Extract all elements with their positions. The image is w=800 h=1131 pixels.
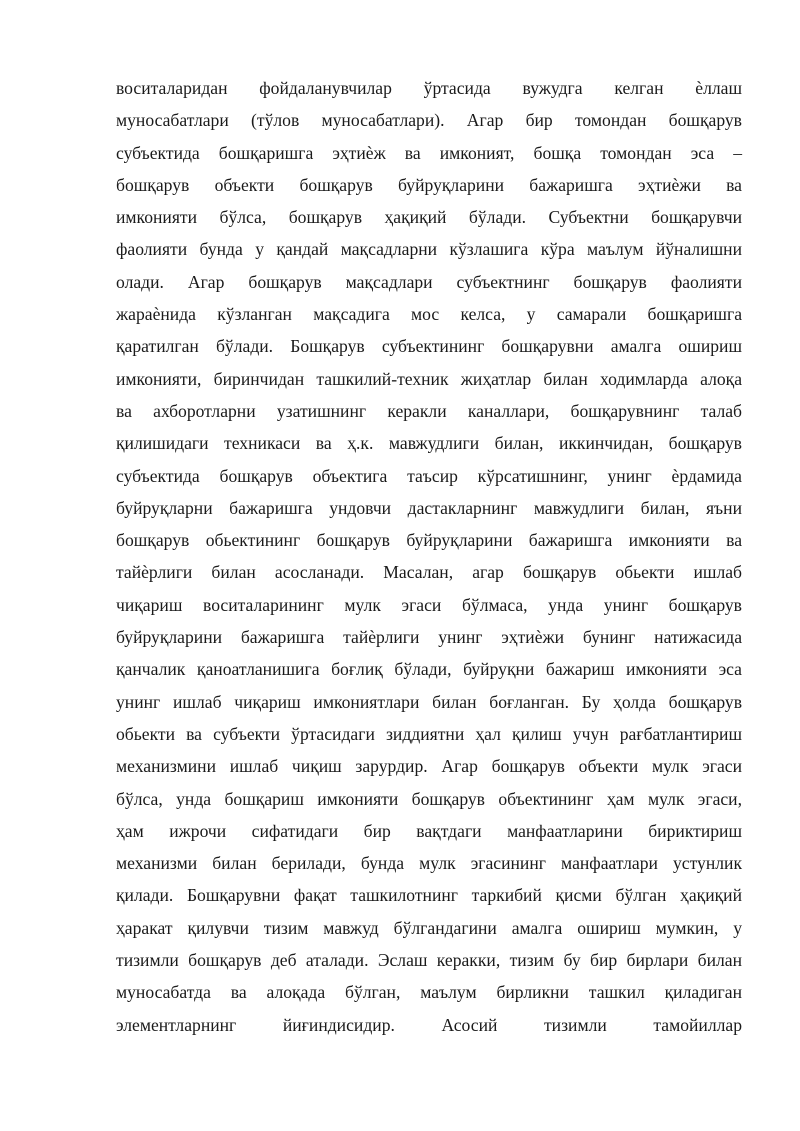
text-line: ҳам ижрочи сифатидаги бир вақтдаги манфаатларини бириктириш (116, 820, 742, 841)
text-line: бошқарув обьектининг бошқарув буйруқларини бажаришга имконияти ва (116, 530, 742, 551)
text-line: ҳаракат қилувчи тизим мавжуд бўлгандагини амалга ошириш мумкин, у (116, 917, 742, 938)
text-line: буйруқларни бажаришга ундовчи дастакларнинг мавжудлиги билан, яъни (116, 497, 742, 518)
body-text (116, 72, 742, 1041)
text-line: олади. Агар бошқарув мақсадлари субъектнинг бошқарув фаолияти (116, 271, 742, 292)
text-line: механизмини ишлаб чиқиш зарурдир. Агар бошқарув объекти мулк эгаси (116, 756, 742, 777)
text-line: бўлса, унда бошқариш имконияти бошқарув объектининг ҳам мулк эгаси, (116, 788, 742, 809)
text-line: имконияти, биринчидан ташкилий-техник жиҳатлар билан ходимларда алоқа (116, 368, 742, 389)
text-line: қилишидаги техникаси ва ҳ.к. мавжудлиги билан, иккинчидан, бошқарув (116, 433, 742, 454)
text-line: имконияти бўлса, бошқарув ҳақиқий бўлади. Субъектни бошқарувчи (116, 207, 742, 228)
text-line: субъектида бошқаришга эҳтиѐж ва имконият, бошқа томондан эса – (116, 142, 742, 163)
text-line: қилади. Бошқарувни фақат ташкилотнинг таркибий қисми бўлган ҳақиқий (116, 885, 742, 906)
text-line: буйруқларини бажаришга тайѐрлиги унинг эҳтиѐжи бунинг натижасида (116, 627, 742, 648)
text-line: тайѐрлиги билан асосланади. Масалан, агар бошқарув обьекти ишлаб (116, 562, 742, 583)
text-line: элементларнинг йиғиндисидир. Асосий тизимли тамойиллар (116, 1014, 742, 1035)
text-line: субъектида бошқарув объектига таъсир кўрсатишнинг, унинг ѐрдамида (116, 465, 742, 486)
text-line: тизимли бошқарув деб аталади. Эслаш керакки, тизим бу бир бирлари билан (116, 950, 742, 971)
text-line: муносабатда ва алоқада бўлган, маълум бирликни ташкил қиладиган (116, 982, 742, 1003)
text-line: унинг ишлаб чиқариш имкониятлари билан боғланган. Бу ҳолда бошқарув (116, 691, 742, 712)
text-line: фаолияти бунда у қандай мақсадларни кўзлашига кўра маълум йўналишни (116, 239, 742, 260)
text-line: чиқариш воситаларининг мулк эгаси бўлмаса, унда унинг бошқарув (116, 594, 742, 615)
text-line: қанчалик қаноатланишига боғлиқ бўлади, буйруқни бажариш имконияти эса (116, 659, 742, 680)
text-line: жараѐнида кўзланган мақсадига мос келса, у самарали бошқаришга (116, 304, 742, 325)
text-line: қаратилган бўлади. Бошқарув субъектининг бошқарувни амалга ошириш (116, 336, 742, 357)
text-line: механизми билан берилади, бунда мулк эгасининг манфаатлари устунлик (116, 853, 742, 874)
text-line: ва ахборотларни узатишнинг керакли каналлари, бошқарувнинг талаб (116, 400, 742, 421)
text-line: муносабатлари (тўлов муносабатлари). Агар бир томондан бошқарув (116, 110, 742, 131)
text-line: воситаларидан фойдаланувчилар ўртасида вужудга келган ѐллаш (116, 78, 742, 98)
text-line: бошқарув объекти бошқарув буйруқларини бажаришга эҳтиѐжи ва (116, 174, 742, 195)
text-line: обьекти ва субъекти ўртасидаги зиддиятни ҳал қилиш учун рағбатлантириш (116, 723, 742, 744)
